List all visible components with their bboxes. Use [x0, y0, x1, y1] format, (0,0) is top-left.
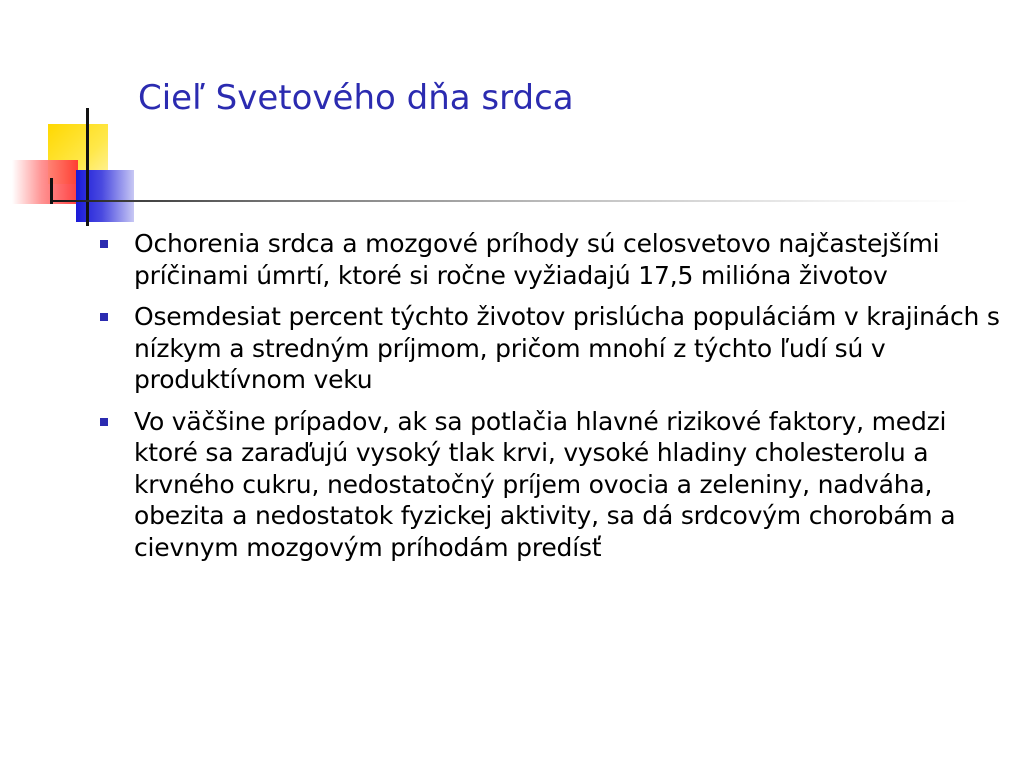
bullet-item: [100, 301, 1000, 396]
decorative-logo: [0, 0, 160, 240]
bullet-text: Vo väčšine prípadov, ak sa potlačia hlavné rizikové faktory, medzi ktoré sa zaraďujú vysoký tlak krvi, vysoké hladiny cholesterolu a krvného cukru, nedostatočný príjem ovocia a zeleniny, nadváha, obezita a nedostatok fyzickej aktivity, sa dá srdcovým chorobám a cievnym mozgovým príhodám predísť: [134, 406, 956, 562]
bullet-square-icon: [100, 418, 108, 426]
logo-red-square: [12, 160, 78, 204]
logo-vertical-line: [86, 108, 89, 226]
slide-title: Cieľ Svetového dňa srdca: [138, 78, 574, 118]
bullet-item: [100, 228, 1000, 291]
bullet-square-icon: [100, 313, 108, 321]
bullet-text: Osemdesiat percent týchto životov prislúcha populáciám v krajinách s nízkym a stredným príjmom, pričom mnohí z týchto ľudí sú v produktívnom veku: [134, 302, 1000, 394]
bullet-list: [100, 228, 1000, 573]
bullet-item: [100, 406, 1000, 564]
bullet-square-icon: [100, 240, 108, 248]
title-underline-rule: [50, 200, 970, 202]
logo-blue-square: [76, 170, 134, 222]
bullet-text: Ochorenia srdca a mozgové príhody sú celosvetovo najčastejšími príčinami úmrtí, ktoré si ročne vyžiadajú 17,5 milióna životov: [134, 229, 940, 290]
